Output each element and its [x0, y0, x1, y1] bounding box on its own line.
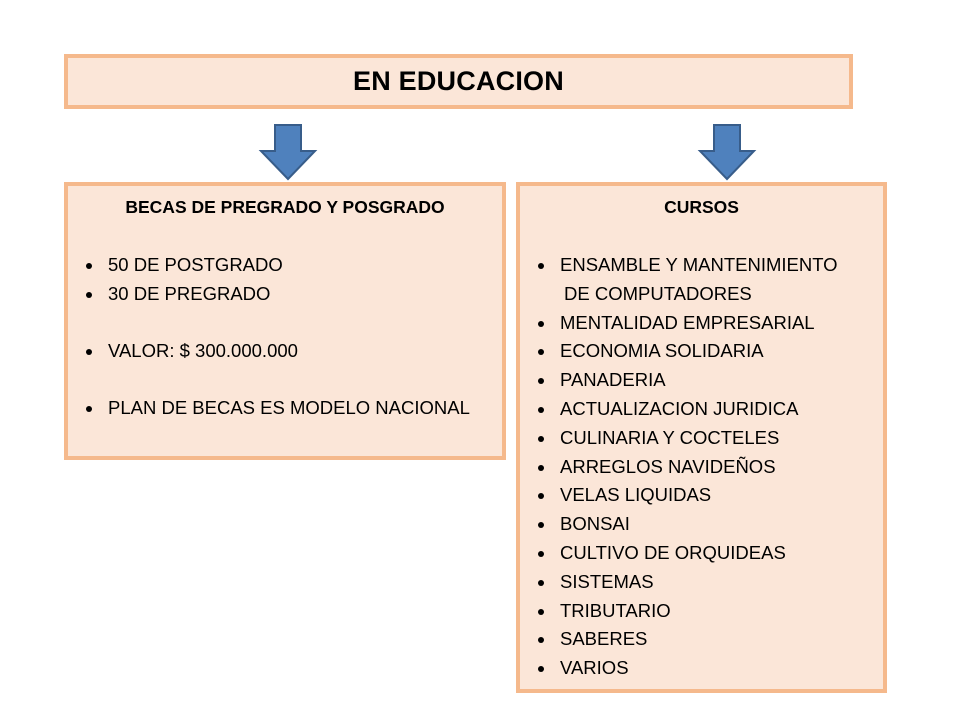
list-item-label: CULTIVO DE ORQUIDEAS	[560, 541, 786, 563]
list-item-label: CULINARIA Y COCTELES	[560, 426, 780, 448]
bullet-icon	[538, 349, 544, 355]
list-item-label: MENTALIDAD EMPRESARIAL	[560, 311, 815, 333]
bullet-icon	[538, 436, 544, 442]
list-item-label: 30 DE PREGRADO	[108, 282, 271, 304]
list-item-label: TRIBUTARIO	[560, 599, 671, 621]
list-item	[530, 481, 838, 510]
list-item	[78, 337, 298, 366]
bullet-icon	[538, 407, 544, 413]
bullet-icon	[538, 263, 544, 269]
bullet-icon	[86, 349, 92, 355]
list-item	[78, 251, 283, 280]
list-item	[530, 251, 838, 309]
list-item-label: SISTEMAS	[560, 570, 654, 592]
page-title: EN EDUCACION	[353, 66, 564, 96]
becas-list	[78, 394, 470, 423]
arrow-down-icon	[258, 123, 318, 183]
list-item-label: VARIOS	[560, 657, 629, 679]
list-item-label: ACTUALIZACION JURIDICA	[560, 397, 799, 419]
list-item-label: SABERES	[560, 628, 648, 650]
cursos-list	[530, 251, 838, 683]
list-item-label: PANADERIA	[560, 369, 666, 391]
bullet-icon	[86, 263, 92, 269]
list-item	[530, 539, 838, 568]
list-item	[530, 597, 838, 626]
becas-list	[78, 337, 298, 366]
list-item	[78, 280, 283, 309]
bullet-icon	[538, 321, 544, 327]
list-item-label: VALOR: $ 300.000.000	[108, 340, 298, 361]
list-item-label: BONSAI	[560, 513, 630, 535]
list-item-label: ECONOMIA SOLIDARIA	[560, 340, 764, 362]
becas-list	[78, 251, 283, 309]
list-item	[530, 625, 838, 654]
bullet-icon	[538, 609, 544, 615]
becas-box	[64, 182, 506, 460]
list-item	[530, 424, 838, 453]
bullet-icon	[538, 580, 544, 586]
bullet-icon	[538, 666, 544, 672]
bullet-icon	[538, 493, 544, 499]
list-item-label: ENSAMBLE Y MANTENIMIENTO	[560, 254, 838, 275]
list-item	[530, 568, 838, 597]
title-box	[64, 54, 853, 109]
list-item	[530, 510, 838, 539]
list-item-label: VELAS LIQUIDAS	[560, 484, 712, 506]
list-item	[530, 453, 838, 482]
arrow-down-shape	[700, 125, 754, 179]
bullet-icon	[538, 637, 544, 643]
bullet-icon	[86, 292, 92, 298]
cursos-title: CURSOS	[664, 197, 739, 217]
list-item	[530, 309, 838, 338]
list-item-label: ARREGLOS NAVIDEÑOS	[560, 455, 776, 477]
arrow-down-icon	[697, 123, 757, 183]
cursos-box	[516, 182, 887, 693]
list-item-label-continued: DE COMPUTADORES	[564, 282, 752, 304]
bullet-icon	[86, 406, 92, 412]
list-item-label: 50 DE POSTGRADO	[108, 254, 283, 275]
becas-title: BECAS DE PREGRADO Y POSGRADO	[125, 197, 445, 217]
list-item	[530, 366, 838, 395]
bullet-icon	[538, 378, 544, 384]
bullet-icon	[538, 465, 544, 471]
bullet-icon	[538, 551, 544, 557]
list-item	[530, 395, 838, 424]
bullet-icon	[538, 522, 544, 528]
arrow-down-shape	[261, 125, 315, 179]
list-item	[78, 394, 470, 423]
list-item-label: PLAN DE BECAS ES MODELO NACIONAL	[108, 397, 470, 418]
list-item	[530, 654, 838, 683]
list-item	[530, 337, 838, 366]
